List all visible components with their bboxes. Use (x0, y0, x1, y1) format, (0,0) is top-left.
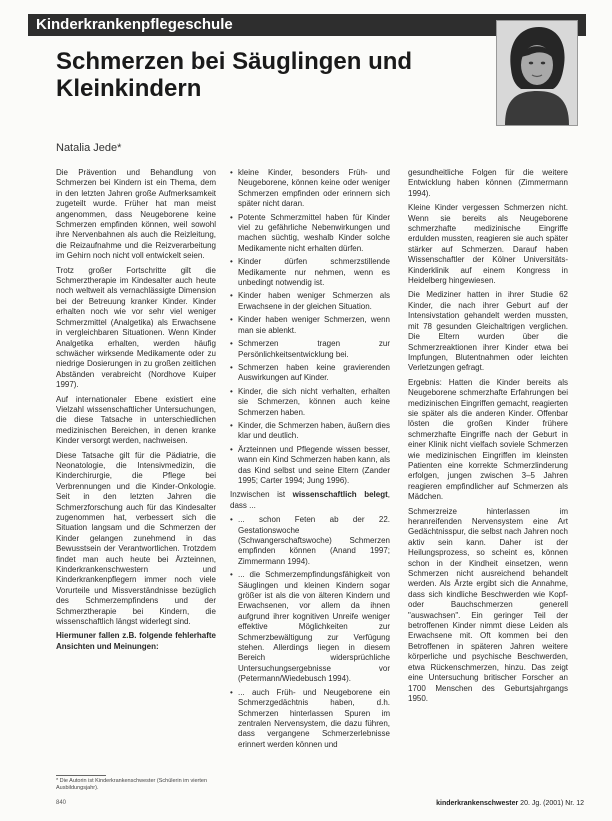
footnote: * Die Autorin ist Kinderkrankenschwester (Schülerin im vierten Ausbildungsjahr). (56, 778, 208, 791)
paragraph: Auf internationaler Ebene existiert eine Vielzahl wissenschaftlicher Untersuchungen, die diese Tatsache in unterschiedlichen medizinischen Bereichen, in denen kranke Kinder versorgt werden, nachweisen. (56, 394, 216, 446)
text-column-1 (56, 168, 216, 776)
paragraph: Ergebnis: Hatten die Kinder bereits als Neugeborene schmerzhafte Erfahrungen bei medizinischen Eingriffen gemacht, reagierten sie später als die anderen Kinder. Offenbar lösten die großen Kinder frühere schmerzhafte Eingriffe nach der Geburt in einer Klinik nicht vielfach soviele Schmerzen wie medizinischen Eingriffen im kleinsten Patienten eine korrekte Schmerzlinderung erfolgen, jungen zwischen 3–5 Jahren reagieren empfindlicher auf Schmerzen als Mädchen. (408, 377, 568, 502)
page-number: 840 (56, 800, 67, 806)
paragraph: Die Mediziner hatten in ihrer Studie 62 Kinder, die nach ihrer Geburt auf der Intensivstation gehandelt werden mussten, mit 78 gesunden Gleichaltrigen verglichen. Die Eltern wurden über die Schmerzreaktionen ihrer Kinder etwa bei Impfungen, Blutentnahmen oder leichten Verletzungen gefragt. (408, 290, 568, 373)
paragraph: Trotz großer Fortschritte gilt die Schmerztherapie im Kindesalter auch heute noch weltweit als vernachlässigte Dimension bei der Betreuung kranker Kinder. Kinder erhalten noch wie vor sehr viel weniger Schmerzmittel (Analgetika) als Erwachsene in vergleichbaren Situationen. Wenn Kinder Analgetika erhalten, werden häufig schwächer wirksende Medikamente oder zu niedrige Dosierungen in zu großen zeitlichen Abständen verabreicht (Nordhove Kuiper 1997). (56, 265, 216, 390)
list-item: • ... schon Feten ab der 22. Gestationswoche (Schwangerschaftswoche) Schmerzen empfinden können (Anand 1997; Zimmermann 1994). (230, 515, 390, 567)
portrait-photo-icon (497, 21, 577, 125)
list-item: • kleine Kinder, besonders Früh- und Neugeborene, können keine oder weniger Schmerzen empfinden oder erinnern sich später nicht daran. (230, 168, 390, 210)
section-label: Kinderkrankenpflegeschule (36, 16, 233, 33)
journal-issue: 20. Jg. (2001) Nr. 12 (520, 800, 584, 807)
list-item: • Ärzteinnen und Pflegende wissen besser, wann ein Kind Schmerzen haben kann, als das Kind selbst und seine Eltern (Zander 1995; Carter 1994; Jung 1996). (230, 445, 390, 487)
bold-paragraph: Hiermuner fallen z.B. folgende fehlerhafte Ansichten und Meinungen: (56, 631, 216, 651)
paragraph: Kleine Kinder vergessen Schmerzen nicht. Wenn sie bereits als Neugeborene schmerzhafte medizinische Eingriffe erdulden mussten, reagieren sie auch später stärker auf Schmerzen. Darauf haben Wissenschaftler der Kölner Universitäts-Kinderklinik auf einem Kongress in Heidelberg hingewiesen. (408, 203, 568, 286)
emphasis: wissenschaftlich belegt (292, 490, 388, 500)
list-item: • Kinder haben weniger Schmerzen, wenn man sie ablenkt. (230, 315, 390, 336)
footnote-divider (56, 775, 106, 776)
list-item: • Kinder dürfen schmerzstillende Medikamente nur nehmen, wenn es unbedingt notwendig ist. (230, 257, 390, 288)
author-byline: Natalia Jede* (56, 142, 122, 154)
list-item: • Potente Schmerzmittel haben für Kinder viel zu gefährliche Nebenwirkungen und machen süchtig, weshalb Kinder solche Medikamente nicht erhalten dürfen. (230, 213, 390, 255)
paragraph: Die Prävention und Behandlung von Schmerzen bei Kindern ist ein Thema, dem in den letzten Jahren große Aufmerksamkeit zugeteilt wurde. Früher hat man meist angenommen, dass Neugeborene keine Schmerzen empfinden können, weil sowohl ihre Nervenbahnen als auch die Reizleitung, die Reizaufnahme und die Reizverarbeitung im Gehirn noch nicht voll entwickelt seien. (56, 168, 216, 261)
list-item: • Kinder, die Schmerzen haben, äußern dies klar und deutlich. (230, 421, 390, 442)
paragraph: Schmerzreize hinterlassen im heranreifenden Nervensystem eine Art Gedächtnisspur, die selbst nach Jahren noch aktiv sein kann. Daher ist der Heilungsprozess, so scheint es, können schon in der Kindheit einsetzen, wenn Schmerzen nicht ausreichend behandelt werden. Als Ärzte ergibt sich die Annahme, dass sich kindliche Beschwerden wie Kopf- oder Bauchschmerzen generell "auswachsen". Ein geringer Teil der betroffenen Kinder nimmt diese Leiden als Erwachsene mit. Oft kommen bei den Betroffenen in späteren Jahren weitere körperliche und psychische Beschwerden, etwa Rückenschmerzen, hinzu. Das zeigt eine Untersuchung britischer Forscher an 1700 Menschen des Geburtsjahrgangs 1950. (408, 506, 568, 703)
list-item: • ... auch Früh- und Neugeborene ein Schmerzgedächtnis haben, d.h. Schmerzen hinterlassen Spuren im zentralen Nervensystem, die dazu führen, dass vergangene Schmerzerlebnisse erinnert werden können und (230, 688, 390, 750)
list-item: • Schmerzen tragen zur Persönlichkeitsentwicklung bei. (230, 339, 390, 360)
misconceptions-list (230, 168, 390, 486)
text-column-3 (408, 168, 568, 776)
paragraph: Diese Tatsache gilt für die Pädiatrie, die Neonatologie, die Intensivmedizin, die Kinderchirurgie, die Pflege bei Verbrennungen und die Kinder-Onkologie. Seit in den letzten Jahren die Schmerzforschung auch für das Kindesalter zugenommen hat, verbessert sich die Situation langsam und die Schmerzen der Kinder gelangen zunehmend in das Bewusstsein der Verantwortlichen. Trotzdem findet man auch heute bei Ärzteinnen, Kinderkrankenschwestern und Kinderkrankenpflegern immer noch viele Vorurteile und Missverständnisse bezüglich des Schmerzempfindens und der Schmerztherapie bei Kindern, die wissenschaftlich längst widerlegt sind. (56, 450, 216, 627)
evidence-list (230, 515, 390, 750)
list-item: • Kinder, die sich nicht verhalten, erhalten sie Schmerzen, können auch keine Schmerzen haben. (230, 387, 390, 418)
list-item: • ... die Schmerzempfindungsfähigkeit von Säuglingen und kleinen Kindern sogar größer ist als die von älteren Kindern und Erwachsenen, vor allem da ihnen aufgrund ihrer kognitiven Unreife weniger effektive Möglichkeiten zur Schmerzbewältigung zur Verfügung stehen. Allerdings liegen in diesem Bereich widersprüchliche Untersuchungsergebnisse vor (Petermann/Wiedebusch 1994). (230, 570, 390, 684)
list-item: • Schmerzen haben keine gravierenden Auswirkungen auf Kinder. (230, 363, 390, 384)
paragraph: gesundheitliche Folgen für die weitere Entwicklung haben können (Zimmermann 1994). (408, 168, 568, 198)
paragraph (56, 631, 216, 652)
article-title: Schmerzen bei Säuglingen und Kleinkindern (56, 48, 413, 102)
list-item: • Kinder haben weniger Schmerzen als Erwachsene in der gleichen Situation. (230, 291, 390, 312)
journal-name: kinderkrankenschwester (436, 800, 519, 807)
lead-paragraph: Inzwischen ist wissenschaftlich belegt, dass ... (230, 490, 390, 510)
author-photo (496, 20, 578, 126)
journal-footer (436, 800, 584, 807)
text-column-2 (230, 168, 390, 776)
